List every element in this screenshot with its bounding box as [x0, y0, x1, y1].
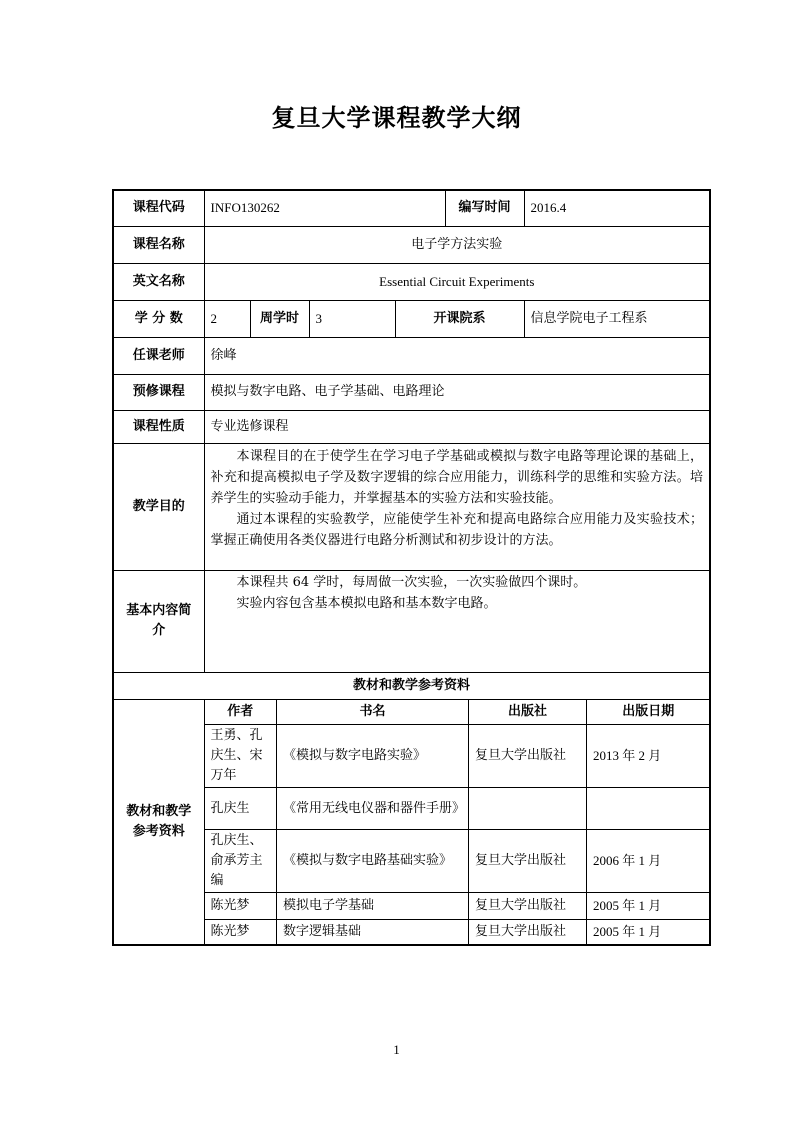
- course-nature-value: 专业选修课程: [204, 410, 710, 443]
- course-name-row: [113, 226, 710, 263]
- page-title: 复旦大学课程教学大纲: [271, 104, 522, 132]
- page-number: 1: [393, 1042, 400, 1057]
- book-row: [205, 788, 710, 830]
- write-date-value: 2016.4: [524, 190, 710, 226]
- book-author: 王勇、孔庆生、宋万年: [205, 725, 277, 788]
- weekly-hours-value: 3: [309, 300, 395, 337]
- materials-label: 教材和教学参考资料: [113, 699, 204, 945]
- book-date: 2006 年 1 月: [587, 830, 710, 893]
- book-title: 《模拟与数字电路实验》: [277, 725, 469, 788]
- books-table: [205, 700, 710, 944]
- materials-title-row: [113, 672, 710, 699]
- teacher-value: 徐峰: [204, 337, 710, 374]
- department-label: 开课院系: [395, 300, 524, 337]
- objective-paragraph-1: 本课程目的在于使学生在学习电子学基础或模拟与数字电路等理论课的基础上，补充和提高模拟电子学及数字逻辑的综合应用能力，训练科学的思维和实验方法。培养学生的实验动手能力，并掌握基本的实验方法和实验技能。: [210, 448, 704, 506]
- course-code-label: 课程代码: [113, 190, 204, 226]
- book-author: 陈光梦: [205, 920, 277, 944]
- author-header: 作者: [205, 700, 277, 725]
- prereq-label: 预修课程: [113, 374, 204, 410]
- book-date: [587, 788, 710, 830]
- title-header: 书名: [277, 700, 469, 725]
- objective-paragraph-2: 通过本课程的实验教学，应能使学生补充和提高电路综合应用能力及实验技术；掌握正确使用各类仪器进行电路分析测试和初步设计的方法。: [210, 511, 704, 548]
- credits-row: [113, 300, 710, 337]
- department-value: 信息学院电子工程系: [524, 300, 710, 337]
- course-name-value: 电子学方法实验: [204, 226, 710, 263]
- objective-label: 教学目的: [113, 443, 204, 570]
- books-header-row: [205, 700, 710, 725]
- materials-cell: [204, 699, 710, 945]
- materials-row: [113, 699, 710, 945]
- english-name-row: [113, 263, 710, 300]
- book-title: 模拟电子学基础: [277, 893, 469, 920]
- book-title: 《模拟与数字电路基础实验》: [277, 830, 469, 893]
- book-publisher: 复旦大学出版社: [469, 893, 587, 920]
- course-nature-row: [113, 410, 710, 443]
- book-author: 孔庆生: [205, 788, 277, 830]
- teacher-row: [113, 337, 710, 374]
- book-author: 孔庆生、俞承芳主编: [205, 830, 277, 893]
- course-code-row: [113, 190, 710, 226]
- book-date: 2013 年 2 月: [587, 725, 710, 788]
- content-text: [204, 570, 710, 672]
- book-date: 2005 年 1 月: [587, 893, 710, 920]
- book-publisher: 复旦大学出版社: [469, 830, 587, 893]
- date-header: 出版日期: [587, 700, 710, 725]
- book-publisher: [469, 788, 587, 830]
- book-author: 陈光梦: [205, 893, 277, 920]
- course-nature-label: 课程性质: [113, 410, 204, 443]
- book-publisher: 复旦大学出版社: [469, 920, 587, 944]
- content-row: [113, 570, 710, 672]
- publisher-header: 出版社: [469, 700, 587, 725]
- content-paragraph-1: 本课程共 64 学时，每周做一次实验，一次实验做四个课时。: [236, 574, 587, 590]
- english-name-value: Essential Circuit Experiments: [204, 263, 710, 300]
- book-row: [205, 920, 710, 944]
- write-date-label: 编写时间: [445, 190, 524, 226]
- credits-value: 2: [204, 300, 250, 337]
- content-paragraph-2: 实验内容包含基本模拟电路和基本数字电路。: [236, 595, 497, 611]
- credits-label: 学 分 数: [113, 300, 204, 337]
- prereq-row: [113, 374, 710, 410]
- book-title: 《常用无线电仪器和器件手册》: [277, 788, 469, 830]
- objective-text: [204, 443, 710, 570]
- book-title: 数字逻辑基础: [277, 920, 469, 944]
- book-publisher: 复旦大学出版社: [469, 725, 587, 788]
- course-name-label: 课程名称: [113, 226, 204, 263]
- materials-section-title: 教材和教学参考资料: [113, 672, 710, 699]
- book-row: [205, 725, 710, 788]
- objective-row: [113, 443, 710, 570]
- book-row: [205, 830, 710, 893]
- teacher-label: 任课老师: [113, 337, 204, 374]
- book-date: 2005 年 1 月: [587, 920, 710, 944]
- weekly-hours-label: 周学时: [250, 300, 309, 337]
- course-code-value: INFO130262: [204, 190, 445, 226]
- syllabus-table: [112, 189, 711, 946]
- english-name-label: 英文名称: [113, 263, 204, 300]
- book-row: [205, 893, 710, 920]
- prereq-value: 模拟与数字电路、电子学基础、电路理论: [204, 374, 710, 410]
- content-label: 基本内容简介: [113, 570, 204, 672]
